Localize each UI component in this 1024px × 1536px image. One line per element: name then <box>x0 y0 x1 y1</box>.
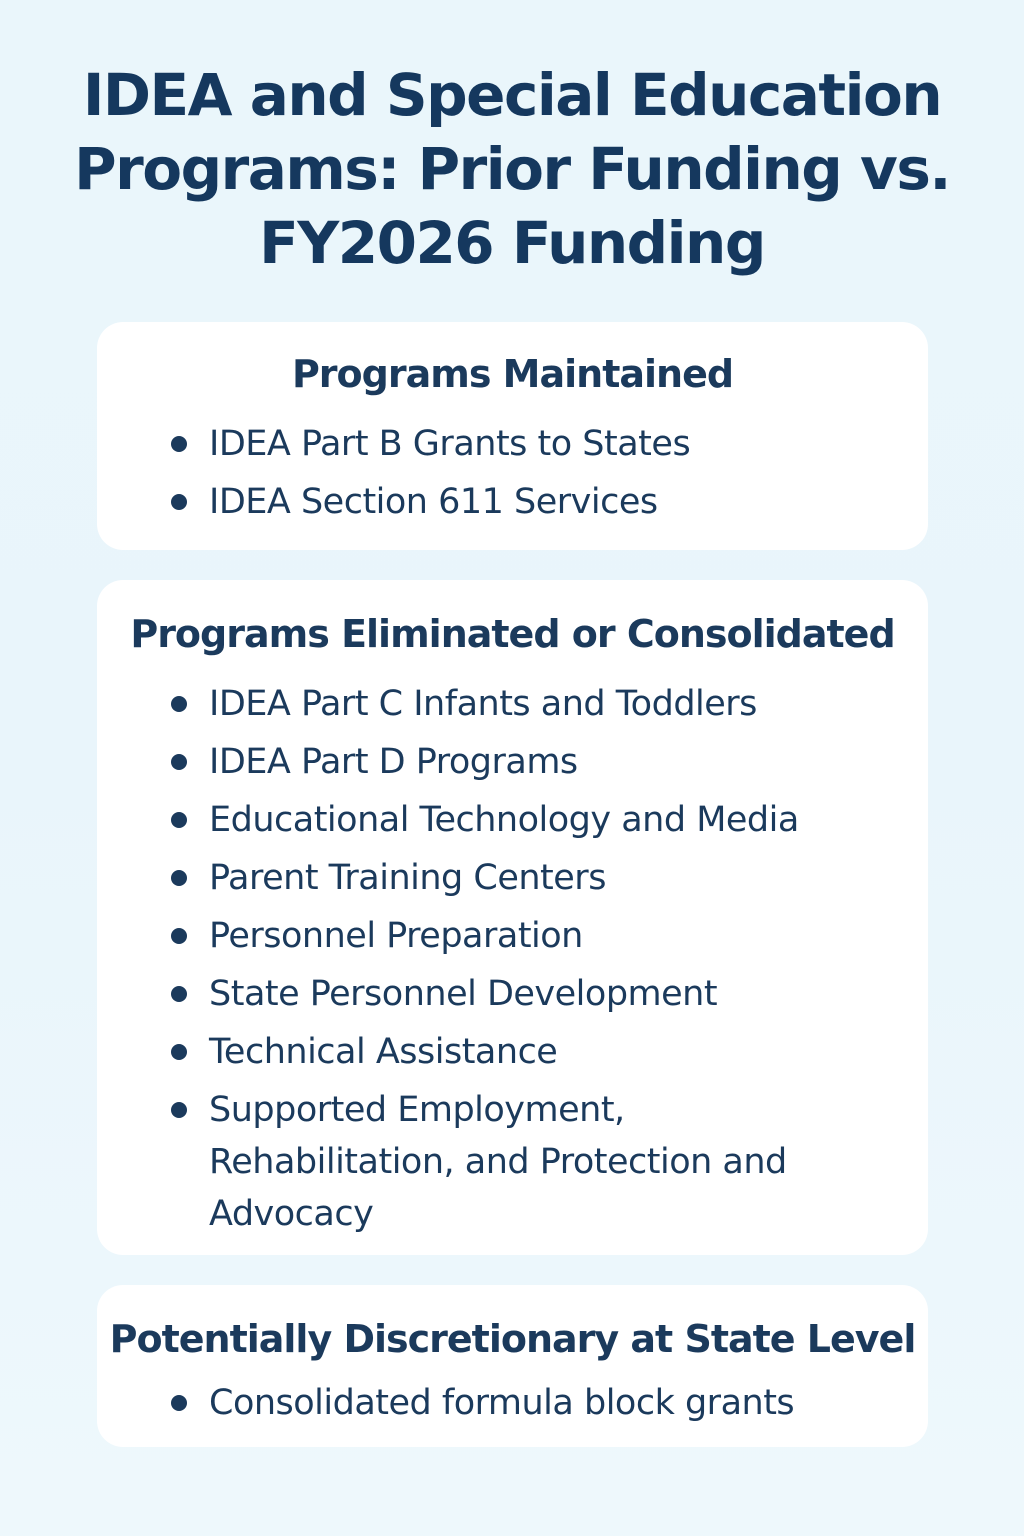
list-item-text: State Personnel Development <box>209 974 718 1014</box>
list-item-text: IDEA Section 611 Services <box>209 482 658 522</box>
programs-discretionary-card <box>97 1285 928 1447</box>
list-item <box>167 1377 908 1429</box>
bullet-icon <box>171 812 187 828</box>
list-item <box>167 1084 908 1240</box>
bullet-icon <box>171 754 187 770</box>
list-item <box>167 910 908 962</box>
page-title: IDEA and Special Education Programs: Prior Funding vs. FY2026 Funding <box>74 61 950 277</box>
list-item-text: IDEA Part D Programs <box>209 742 578 782</box>
programs-eliminated-list <box>167 678 908 1246</box>
section-heading: Programs Eliminated or Consolidated <box>130 612 895 656</box>
list-item <box>167 476 908 528</box>
section-heading: Potentially Discretionary at State Level <box>109 1317 916 1361</box>
bullet-icon <box>171 870 187 886</box>
bullet-icon <box>171 1395 187 1411</box>
list-item <box>167 418 908 470</box>
list-item-text: Parent Training Centers <box>209 858 606 898</box>
bullet-icon <box>171 1102 187 1118</box>
list-item-text: Technical Assistance <box>209 1032 558 1072</box>
bullet-icon <box>171 1044 187 1060</box>
bullet-icon <box>171 436 187 452</box>
list-item-text: Consolidated formula block grants <box>209 1383 795 1423</box>
bullet-icon <box>171 986 187 1002</box>
programs-maintained-list <box>167 418 908 534</box>
list-item-text: IDEA Part C Infants and Toddlers <box>209 684 757 724</box>
list-item-text: Supported Employment, Rehabilitation, and Protection and Advocacy <box>209 1090 787 1234</box>
list-item <box>167 678 908 730</box>
section-heading: Programs Maintained <box>291 352 734 396</box>
list-item <box>167 852 908 904</box>
list-item-text: Educational Technology and Media <box>209 800 799 840</box>
bullet-icon <box>171 928 187 944</box>
bullet-icon <box>171 696 187 712</box>
programs-discretionary-list <box>167 1377 908 1435</box>
bullet-icon <box>171 494 187 510</box>
list-item <box>167 1026 908 1078</box>
list-item-text: IDEA Part B Grants to States <box>209 424 691 464</box>
list-item <box>167 794 908 846</box>
programs-eliminated-card <box>97 580 928 1255</box>
list-item-text: Personnel Preparation <box>209 916 583 956</box>
list-item <box>167 736 908 788</box>
programs-maintained-card <box>97 322 928 550</box>
list-item <box>167 968 908 1020</box>
